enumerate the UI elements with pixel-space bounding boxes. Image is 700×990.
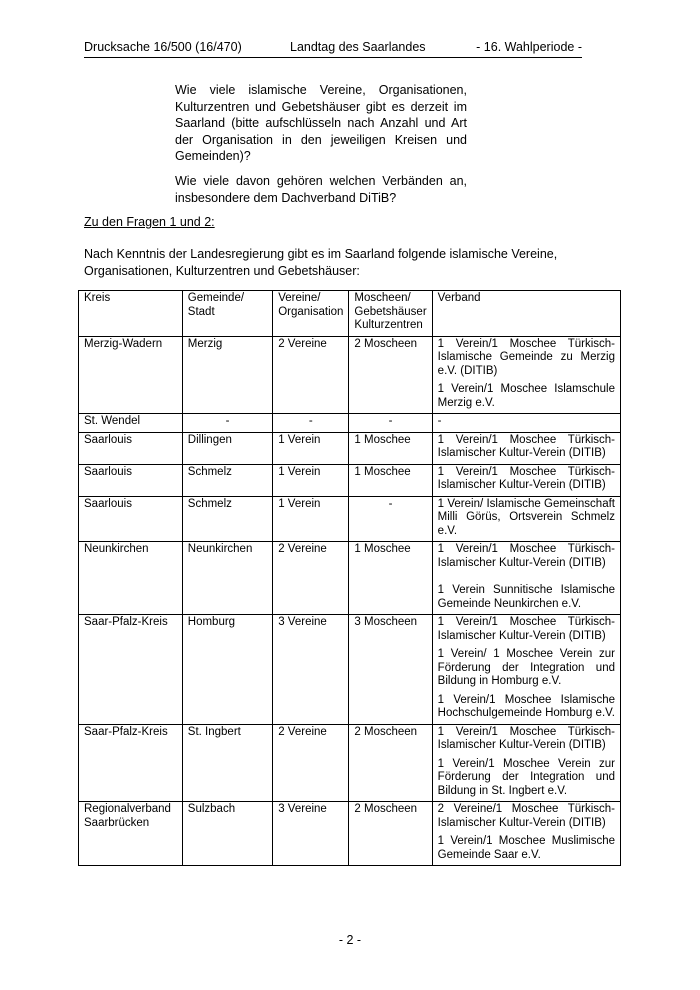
cell-kreis: Merzig-Wadern xyxy=(79,336,183,414)
header-cell-verband: Verband xyxy=(432,291,620,337)
table-header-row xyxy=(79,291,621,337)
cell-vereine: 2 Vereine xyxy=(273,542,349,615)
table-row xyxy=(79,496,621,542)
cell-vereine: 3 Vereine xyxy=(273,802,349,866)
cell-moscheen: - xyxy=(349,496,432,542)
cell-moscheen: 2 Moscheen xyxy=(349,336,432,414)
cell-verband xyxy=(432,542,620,615)
cell-vereine: 1 Verein xyxy=(273,496,349,542)
cell-gemeinde: Schmelz xyxy=(182,464,272,496)
cell-kreis: Regionalverband Saarbrücken xyxy=(79,802,183,866)
cell-kreis: Saar-Pfalz-Kreis xyxy=(79,724,183,802)
verband-entry: 1 Verein/1 Moschee Türkisch-Islamischer Kultur-Verein (DITIB) xyxy=(437,543,615,569)
verband-entry: 1 Verein/1 Moschee Türkisch-Islamischer Kultur-Verein (DITIB) xyxy=(437,433,615,459)
cell-kreis: Saarlouis xyxy=(79,432,183,464)
cell-vereine: 1 Verein xyxy=(273,432,349,464)
header-document-number: Drucksache 16/500 (16/470) xyxy=(84,40,242,54)
table-row xyxy=(79,724,621,802)
header-cell-vereine: Vereine/ Organisation xyxy=(273,291,349,337)
cell-kreis: Saar-Pfalz-Kreis xyxy=(79,615,183,725)
table-row xyxy=(79,464,621,496)
cell-vereine: 2 Vereine xyxy=(273,336,349,414)
header-cell-kreis: Kreis xyxy=(79,291,183,337)
cell-kreis: St. Wendel xyxy=(79,414,183,433)
cell-moscheen: 1 Moschee xyxy=(349,432,432,464)
verband-entry: - xyxy=(437,415,442,427)
verband-entry: 1 Verein Sunnitische Islamische Gemeinde Neunkirchen e.V. xyxy=(437,584,615,610)
verband-entry: 1 Verein/1 Moschee Islamschule Merzig e.V. xyxy=(437,383,615,409)
table-row xyxy=(79,414,621,433)
page-number: - 2 - xyxy=(338,933,362,947)
verband-entry: 1 Verein/1 Moschee Islamische Hochschulgemeinde Homburg e.V. xyxy=(437,693,615,719)
page-header xyxy=(84,40,582,58)
cell-gemeinde: Neunkirchen xyxy=(182,542,272,615)
cell-gemeinde: - xyxy=(182,414,272,433)
cell-kreis: Saarlouis xyxy=(79,496,183,542)
cell-gemeinde: St. Ingbert xyxy=(182,724,272,802)
cell-verband xyxy=(432,496,620,542)
cell-moscheen: 1 Moschee xyxy=(349,542,432,615)
cell-vereine: 2 Vereine xyxy=(273,724,349,802)
table-row xyxy=(79,615,621,725)
verband-entry: 1 Verein/1 Moschee Türkisch-Islamischer Kultur-Verein (DITIB) xyxy=(437,465,615,491)
cell-moscheen: 2 Moscheen xyxy=(349,802,432,866)
cell-vereine: 3 Vereine xyxy=(273,615,349,725)
header-rule xyxy=(84,57,582,58)
organisations-table xyxy=(78,290,621,866)
verband-entry: 1 Verein/1 Moschee Türkisch-Islamischer Kultur-Verein (DITIB) xyxy=(437,616,615,642)
cell-vereine: - xyxy=(273,414,349,433)
cell-moscheen: 3 Moscheen xyxy=(349,615,432,725)
table-row xyxy=(79,432,621,464)
cell-verband xyxy=(432,414,620,433)
cell-vereine: 1 Verein xyxy=(273,464,349,496)
question-1: Wie viele islamische Vereine, Organisationen, Kulturzentren und Gebetshäuser gibt es derzeit im Saarland (bitte aufschlüsseln nach Anzahl und Art der Organisation in den jeweiligen Kreisen und Gemeinden)? xyxy=(175,83,467,163)
table-row xyxy=(79,542,621,615)
answer-intro: Nach Kenntnis der Landesregierung gibt es im Saarland folgende islamische Vereine, Organisationen, Kulturzentren und Gebetshäuser: xyxy=(84,247,558,278)
verband-entry: 1 Verein/ 1 Moschee Verein zur Förderung der Integration und Bildung in Homburg e.V. xyxy=(437,648,615,687)
question-2: Wie viele davon gehören welchen Verbänden an, insbesondere dem Dachverband DiTiB? xyxy=(175,174,467,205)
verband-entry: 1 Verein/1 Moschee Türkisch-Islamische Gemeinde zu Merzig e.V. (DITIB) xyxy=(437,337,615,377)
cell-moscheen: 2 Moscheen xyxy=(349,724,432,802)
cell-verband xyxy=(432,336,620,414)
header-institution: Landtag des Saarlandes xyxy=(290,40,426,54)
cell-kreis: Neunkirchen xyxy=(79,542,183,615)
cell-gemeinde: Schmelz xyxy=(182,496,272,542)
verband-entry: 1 Verein/1 Moschee Muslimische Gemeinde Saar e.V. xyxy=(437,835,615,861)
cell-kreis: Saarlouis xyxy=(79,464,183,496)
header-cell-moscheen: Moscheen/ Gebetshäuser Kulturzentren xyxy=(349,291,432,337)
cell-gemeinde: Homburg xyxy=(182,615,272,725)
cell-verband xyxy=(432,802,620,866)
verband-entry: 1 Verein/1 Moschee Türkisch-Islamischer Kultur-Verein (DITIB) xyxy=(437,725,615,751)
cell-gemeinde: Sulzbach xyxy=(182,802,272,866)
header-cell-gemeinde: Gemeinde/ Stadt xyxy=(182,291,272,337)
cell-moscheen: 1 Moschee xyxy=(349,464,432,496)
cell-gemeinde: Merzig xyxy=(182,336,272,414)
answer-subheading: Zu den Fragen 1 und 2: xyxy=(84,215,215,229)
cell-verband xyxy=(432,432,620,464)
cell-moscheen: - xyxy=(349,414,432,433)
verband-entry: 2 Vereine/1 Moschee Türkisch-Islamischer Kultur-Verein (DITIB) xyxy=(437,803,615,829)
cell-verband xyxy=(432,724,620,802)
cell-verband xyxy=(432,464,620,496)
header-period: - 16. Wahlperiode - xyxy=(476,40,582,54)
table-row xyxy=(79,802,621,866)
verband-entry: 1 Verein/ Islamische Gemeinschaft Milli Görüs, Ortsverein Schmelz e.V. xyxy=(437,497,615,537)
cell-gemeinde: Dillingen xyxy=(182,432,272,464)
cell-verband xyxy=(432,615,620,725)
verband-entry: 1 Verein/1 Moschee Verein zur Förderung der Integration und Bildung in St. Ingbert e.V. xyxy=(437,757,615,797)
table-row xyxy=(79,336,621,414)
